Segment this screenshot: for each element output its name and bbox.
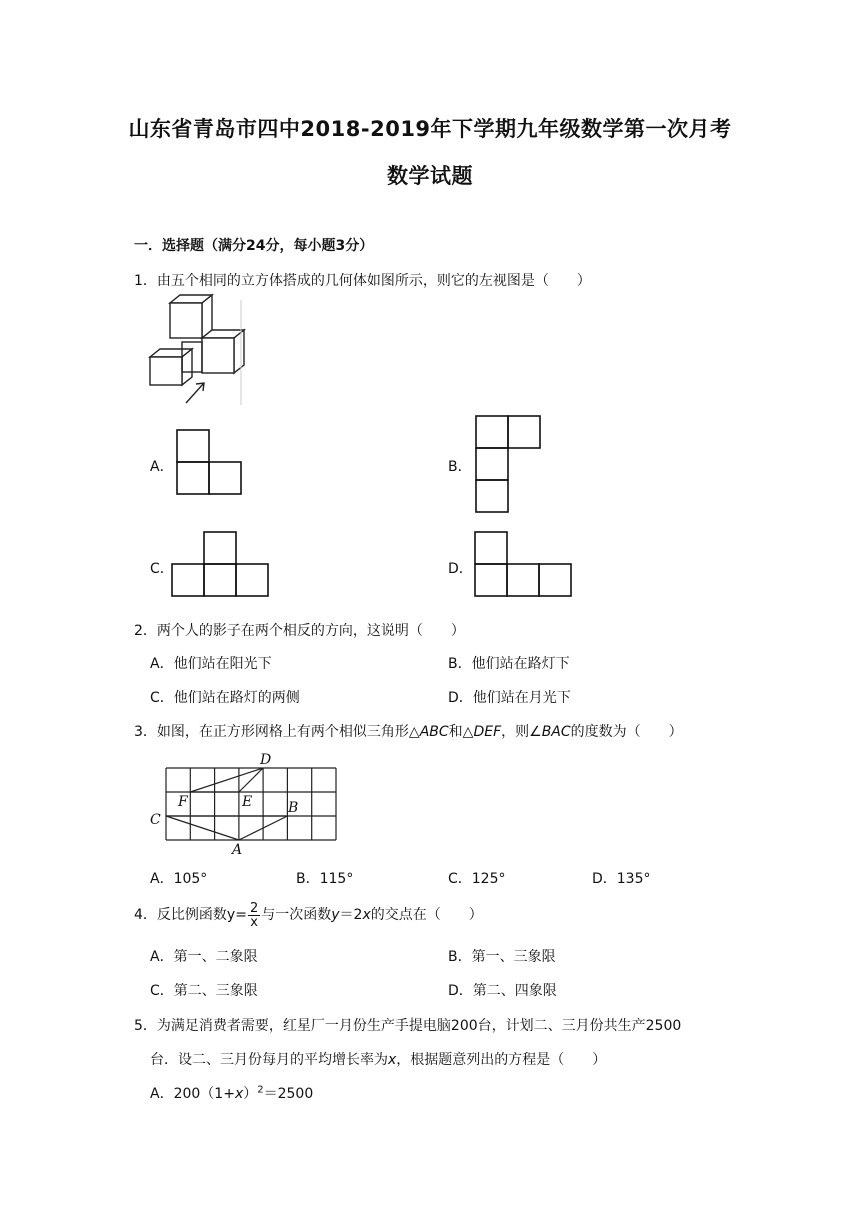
q1-cube-figure: [140, 295, 250, 410]
q3-stem-prefix: 3．如图，在正方形网格上有两个相似三角形△: [134, 724, 420, 740]
q5-option-a-exponent: 2: [257, 1084, 264, 1096]
q3-angle-bac: BAC: [541, 724, 571, 740]
question-5-line1: 5．为满足消费者需要，红星厂一月份生产手提电脑200台，计划二、三月份共生产2500: [134, 1018, 682, 1034]
q4-y-equals: y=: [226, 907, 247, 923]
question-3-stem: [134, 721, 683, 741]
q3-label-b: B: [288, 800, 299, 816]
q3-stem-angle: ，则∠: [501, 724, 542, 740]
q1-option-a-label[interactable]: A．: [150, 459, 174, 475]
q2-option-d[interactable]: D．他们站在月光下: [448, 690, 571, 706]
q4-fraction: [248, 902, 260, 929]
question-5-line2: [150, 1049, 606, 1069]
q1-option-a-figure[interactable]: [176, 428, 244, 498]
q3-grid-figure: [146, 748, 342, 858]
q1-option-c-figure[interactable]: [171, 530, 273, 600]
q4-stem-suffix: 的交点在（ ）: [370, 907, 483, 923]
q5-option-a-x: x: [234, 1086, 244, 1102]
q4-option-d[interactable]: D．第二、四象限: [448, 983, 557, 999]
section-heading: 一．选择题（满分24分，每小题3分）: [134, 238, 374, 254]
q2-option-b[interactable]: B．他们站在路灯下: [448, 656, 570, 672]
q4-linear-y: y: [331, 907, 340, 923]
q3-triangle-def: DEF: [473, 724, 502, 740]
q1-option-b-label[interactable]: B．: [448, 459, 472, 475]
q3-stem-and: 和△: [448, 724, 474, 740]
q4-linear-eq: ＝2: [339, 907, 363, 923]
q5-option-a-close: ）: [243, 1086, 258, 1102]
page-title: 山东省青岛市四中2018-2019年下学期九年级数学第一次月考: [128, 117, 732, 141]
q4-stem-mid: 与一次函数: [261, 907, 332, 923]
q3-label-d: D: [260, 752, 272, 768]
q2-option-a[interactable]: A．他们站在阳光下: [150, 656, 272, 672]
q3-label-a: A: [232, 842, 243, 858]
q3-option-b[interactable]: B．115°: [296, 871, 354, 887]
q4-stem-prefix: 4．反比例函数: [134, 907, 227, 923]
q5-line2-prefix: 台．设二、三月份每月的平均增长率为: [150, 1052, 388, 1068]
q3-label-f: F: [178, 794, 188, 810]
question-1-stem: 1．由五个相同的立方体搭成的几何体如图所示，则它的左视图是（ ）: [134, 273, 591, 289]
q3-label-e: E: [242, 794, 253, 810]
q4-option-a[interactable]: A．第一、二象限: [150, 949, 258, 965]
q5-option-a[interactable]: [150, 1083, 313, 1103]
q3-stem-suffix: 的度数为（ ）: [570, 724, 683, 740]
q2-option-c[interactable]: C．他们站在路灯的两侧: [150, 690, 300, 706]
q3-option-a[interactable]: A．105°: [150, 871, 208, 887]
q3-option-d[interactable]: D．135°: [592, 871, 651, 887]
q5-line2-suffix: ，根据题意列出的方程是（ ）: [396, 1052, 607, 1068]
page-subtitle: 数学试题: [387, 164, 473, 188]
q4-fraction-numerator: 2: [249, 900, 259, 916]
q5-option-a-suffix: ＝2500: [263, 1086, 314, 1102]
q1-option-d-figure[interactable]: [474, 530, 576, 600]
q3-triangle-abc: ABC: [419, 724, 449, 740]
q5-variable-x: x: [388, 1052, 397, 1068]
question-2-stem: 2．两个人的影子在两个相反的方向，这说明（ ）: [134, 623, 465, 639]
q3-option-c[interactable]: C．125°: [448, 871, 506, 887]
q4-option-b[interactable]: B．第一、三象限: [448, 949, 556, 965]
q4-linear-x: x: [362, 907, 371, 923]
q1-option-c-label[interactable]: C．: [150, 561, 174, 577]
q4-fraction-denominator: x: [250, 914, 258, 930]
q5-option-a-prefix: A．200（1+: [150, 1086, 235, 1102]
q1-option-d-label[interactable]: D．: [448, 561, 473, 577]
q3-label-c: C: [150, 812, 161, 828]
q4-option-c[interactable]: C．第二、三象限: [150, 983, 258, 999]
q1-option-b-figure[interactable]: [474, 414, 544, 516]
question-4-stem: [134, 898, 483, 932]
